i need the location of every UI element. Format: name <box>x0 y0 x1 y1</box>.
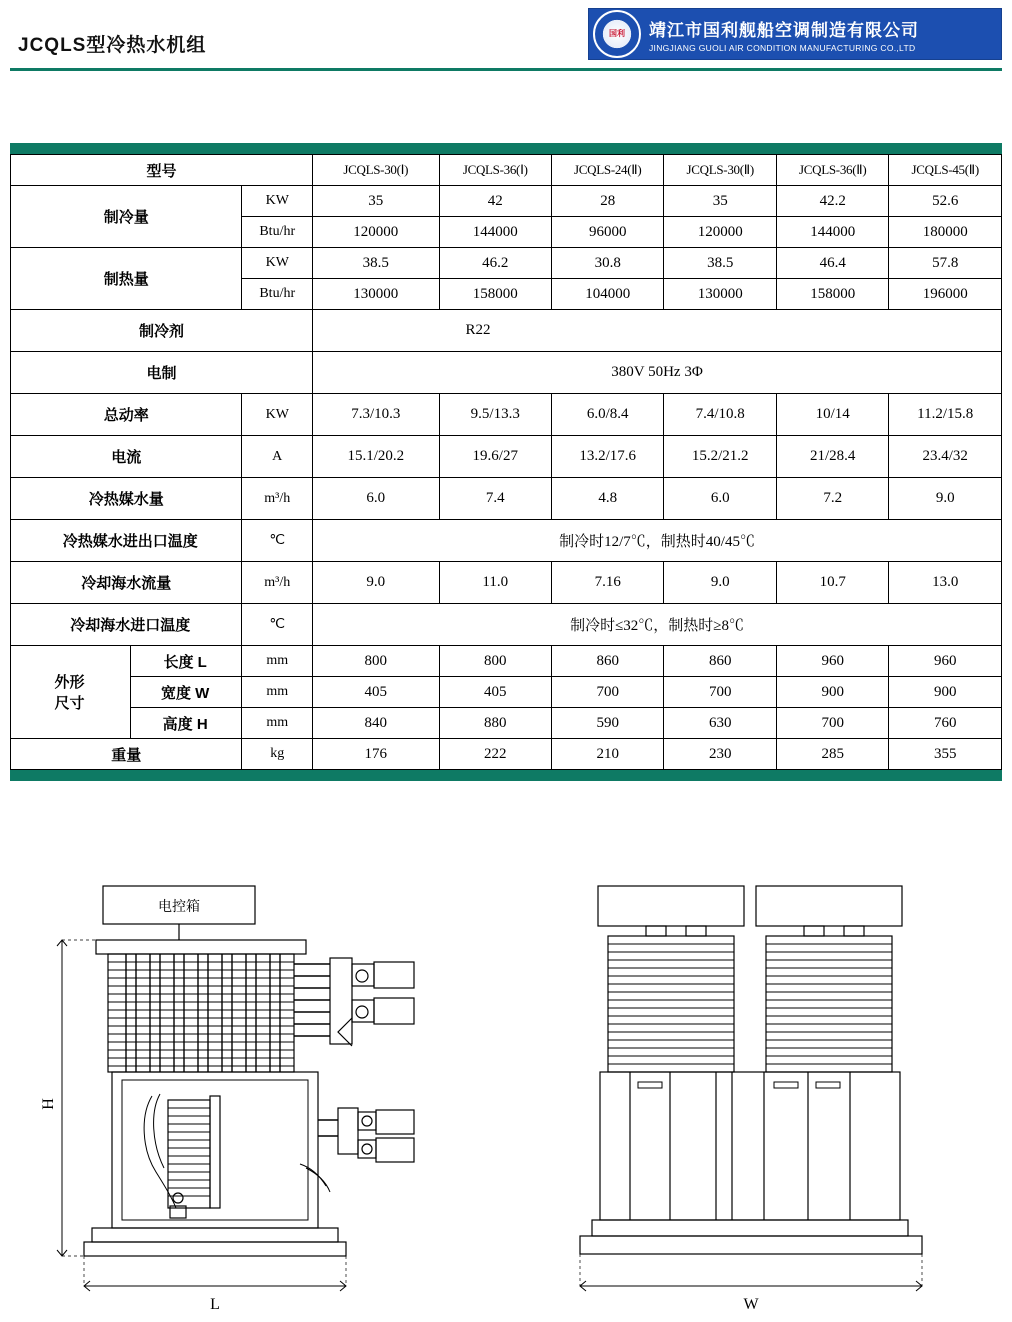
cell: 800 <box>439 646 551 677</box>
row-label-water-inout-temp: 冷热媒水进出口温度 <box>11 520 242 562</box>
cell: 700 <box>776 708 888 739</box>
model-col-4: JCQLS-30(Ⅱ) <box>664 155 776 186</box>
model-col-2: JCQLS-36(Ⅰ) <box>439 155 551 186</box>
table-row <box>11 646 1002 677</box>
cell: 11.2/15.8 <box>889 394 1002 436</box>
cell: 23.4/32 <box>889 436 1002 478</box>
cell: 38.5 <box>664 248 776 279</box>
cell: 144000 <box>439 217 551 248</box>
table-row <box>11 478 1002 520</box>
row-unit: KW <box>242 248 313 279</box>
row-label-seawater-inlet-temp: 冷却海水进口温度 <box>11 604 242 646</box>
cell-refrigerant: R22 <box>313 310 1002 352</box>
cell: 900 <box>889 677 1002 708</box>
row-unit: KW <box>242 186 313 217</box>
dimensions-label-line1: 外形 <box>54 674 85 691</box>
control-box-label: 电控箱 <box>158 898 200 914</box>
row-label-refrigerant: 制冷剂 <box>11 310 313 352</box>
row-unit: Btu/hr <box>242 279 313 310</box>
row-label-width: 宽度 W <box>130 677 241 708</box>
row-label-length: 长度 L <box>130 646 241 677</box>
table-row <box>11 310 1002 352</box>
table-row <box>11 604 1002 646</box>
cell: 38.5 <box>313 248 439 279</box>
cell: 860 <box>664 646 776 677</box>
cell: 46.4 <box>776 248 888 279</box>
table-row <box>11 520 1002 562</box>
cell: 130000 <box>313 279 439 310</box>
page-title: JCQLS型冷热水机组 <box>18 35 207 56</box>
cell: 9.0 <box>889 478 1002 520</box>
model-col-6: JCQLS-45(Ⅱ) <box>889 155 1002 186</box>
cell: 11.0 <box>439 562 551 604</box>
cell-seawater-inlet-temp: 制冷时≤32℃，制热时≥8℃ <box>313 604 1002 646</box>
cell: 800 <box>313 646 439 677</box>
cell: 860 <box>551 646 663 677</box>
cell: 13.0 <box>889 562 1002 604</box>
company-emblem-icon <box>593 10 641 58</box>
row-label-model: 型号 <box>11 155 313 186</box>
cell: 15.1/20.2 <box>313 436 439 478</box>
table-row <box>11 562 1002 604</box>
cell: 35 <box>664 186 776 217</box>
cell: 9.5/13.3 <box>439 394 551 436</box>
cell: 760 <box>889 708 1002 739</box>
cell: 180000 <box>889 217 1002 248</box>
cell: 7.2 <box>776 478 888 520</box>
cell: 35 <box>313 186 439 217</box>
cell: 6.0 <box>664 478 776 520</box>
row-unit: m³/h <box>242 562 313 604</box>
cell: 120000 <box>664 217 776 248</box>
cell: 230 <box>664 739 776 770</box>
cell: 158000 <box>439 279 551 310</box>
company-name-cn: 靖江市国利舰船空调制造有限公司 <box>649 20 919 40</box>
cell: 196000 <box>889 279 1002 310</box>
cell: 96000 <box>551 217 663 248</box>
cell: 355 <box>889 739 1002 770</box>
cell: 13.2/17.6 <box>551 436 663 478</box>
table-row <box>11 739 1002 770</box>
table-row <box>11 352 1002 394</box>
table-row <box>11 677 1002 708</box>
cell: 900 <box>776 677 888 708</box>
cell: 46.2 <box>439 248 551 279</box>
model-col-5: JCQLS-36(Ⅱ) <box>776 155 888 186</box>
row-unit: kg <box>242 739 313 770</box>
cell: 10.7 <box>776 562 888 604</box>
cell: 405 <box>313 677 439 708</box>
cell: 28 <box>551 186 663 217</box>
cell: 405 <box>439 677 551 708</box>
dimension-label-l: L <box>210 1296 220 1313</box>
row-label-height: 高度 H <box>130 708 241 739</box>
cell: 104000 <box>551 279 663 310</box>
row-unit: mm <box>242 708 313 739</box>
cell: 130000 <box>664 279 776 310</box>
row-label-water-flow: 冷热媒水量 <box>11 478 242 520</box>
cell: 700 <box>551 677 663 708</box>
cell: 120000 <box>313 217 439 248</box>
row-label-seawater-flow: 冷却海水流量 <box>11 562 242 604</box>
row-unit: A <box>242 436 313 478</box>
row-unit: m³/h <box>242 478 313 520</box>
cell: 52.6 <box>889 186 1002 217</box>
row-label-dimensions <box>11 646 131 739</box>
specification-table <box>10 154 1002 770</box>
company-logo-banner <box>588 8 1002 60</box>
dimension-label-h: H <box>40 1098 57 1110</box>
cell: 19.6/27 <box>439 436 551 478</box>
cell: 57.8 <box>889 248 1002 279</box>
table-row <box>11 708 1002 739</box>
row-unit: mm <box>242 646 313 677</box>
cell: 880 <box>439 708 551 739</box>
cell: 144000 <box>776 217 888 248</box>
model-col-1: JCQLS-30(Ⅰ) <box>313 155 439 186</box>
cell: 840 <box>313 708 439 739</box>
cell: 285 <box>776 739 888 770</box>
row-unit: KW <box>242 394 313 436</box>
front-view-drawing <box>0 868 506 1322</box>
cell: 9.0 <box>664 562 776 604</box>
model-col-3: JCQLS-24(Ⅱ) <box>551 155 663 186</box>
cell: 7.3/10.3 <box>313 394 439 436</box>
company-name-block <box>649 16 919 53</box>
cell-water-inout-temp: 制冷时12/7℃，制热时40/45℃ <box>313 520 1002 562</box>
table-row-models <box>11 155 1002 186</box>
row-label-power-supply: 电制 <box>11 352 313 394</box>
page-header <box>0 0 1012 72</box>
cell: 10/14 <box>776 394 888 436</box>
cell-power-supply: 380V 50Hz 3Φ <box>313 352 1002 394</box>
cell: 158000 <box>776 279 888 310</box>
cell: 590 <box>551 708 663 739</box>
cell: 6.0/8.4 <box>551 394 663 436</box>
cell: 4.8 <box>551 478 663 520</box>
company-name-en: JINGJIANG GUOLI AIR CONDITION MANUFACTURING CO.,LTD <box>649 42 916 53</box>
dimension-label-w: W <box>743 1296 759 1313</box>
cell: 700 <box>664 677 776 708</box>
cell: 6.0 <box>313 478 439 520</box>
row-label-weight: 重量 <box>11 739 242 770</box>
table-row <box>11 394 1002 436</box>
row-unit: ℃ <box>242 604 313 646</box>
cell: 630 <box>664 708 776 739</box>
row-label-heating-capacity: 制热量 <box>11 248 242 310</box>
cell: 960 <box>776 646 888 677</box>
row-unit: ℃ <box>242 520 313 562</box>
dimensions-label-line2: 尺寸 <box>54 695 85 712</box>
row-label-total-power: 总动率 <box>11 394 242 436</box>
cell: 21/28.4 <box>776 436 888 478</box>
row-label-current: 电流 <box>11 436 242 478</box>
cell: 7.4/10.8 <box>664 394 776 436</box>
table-row <box>11 186 1002 217</box>
cell: 960 <box>889 646 1002 677</box>
row-unit: Btu/hr <box>242 217 313 248</box>
table-row <box>11 436 1002 478</box>
header-divider <box>10 68 1002 71</box>
side-view-drawing <box>520 868 990 1322</box>
cell: 7.16 <box>551 562 663 604</box>
cell: 9.0 <box>313 562 439 604</box>
cell: 30.8 <box>551 248 663 279</box>
cell: 222 <box>439 739 551 770</box>
technical-drawings <box>0 868 1012 1322</box>
cell: 42 <box>439 186 551 217</box>
cell: 176 <box>313 739 439 770</box>
table-row <box>11 248 1002 279</box>
table-bottom-bar <box>10 770 1002 781</box>
row-label-cooling-capacity: 制冷量 <box>11 186 242 248</box>
cell: 15.2/21.2 <box>664 436 776 478</box>
cell: 42.2 <box>776 186 888 217</box>
row-unit: mm <box>242 677 313 708</box>
specification-table-block <box>10 143 1002 781</box>
emblem-text: 国利 <box>609 29 625 38</box>
table-top-bar <box>10 143 1002 154</box>
cell: 210 <box>551 739 663 770</box>
cell: 7.4 <box>439 478 551 520</box>
